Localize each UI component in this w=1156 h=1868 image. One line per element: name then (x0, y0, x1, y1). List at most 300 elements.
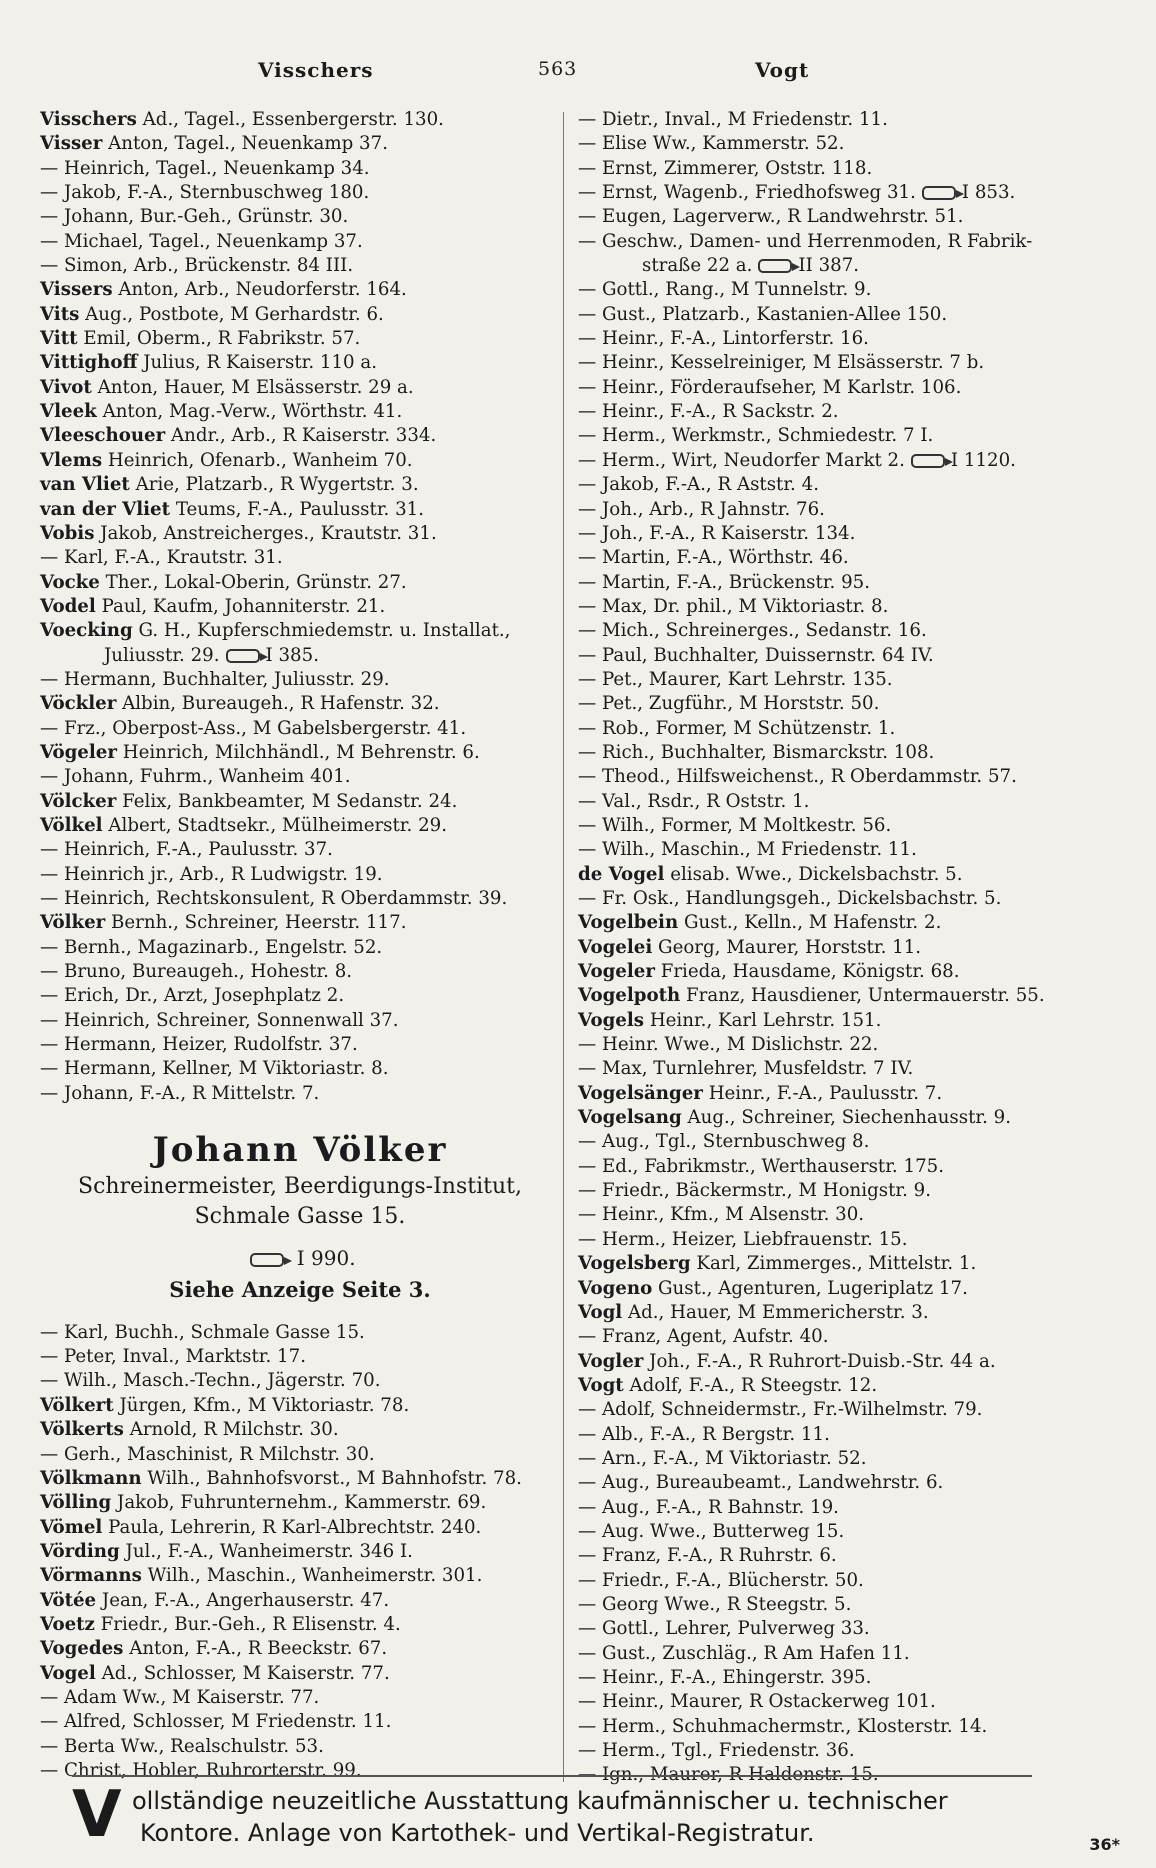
entry-details: Arnold, R Milchstr. 30. (129, 1419, 339, 1441)
entry-details: — Ernst, Zimmerer, Oststr. 118. (578, 157, 873, 179)
entry-surname: Vlems (40, 449, 103, 471)
advertisement (40, 1106, 560, 1321)
entry-details: — Heinr., Förderaufseher, M Karlstr. 106. (578, 376, 962, 398)
directory-entry (578, 1666, 1118, 1690)
right-entries (578, 108, 1118, 1788)
page-number: 563 (538, 58, 578, 80)
entry-details: — Karl, Buchh., Schmale Gasse 15. (40, 1321, 365, 1343)
directory-entry (40, 1637, 560, 1661)
entry-phone-number: II 387. (798, 255, 860, 277)
entry-details: — Hermann, Heizer, Rudolfstr. 37. (40, 1034, 358, 1056)
directory-entry (578, 1228, 1118, 1252)
entry-surname: Vörmanns (40, 1565, 142, 1587)
entry-details: — Heinr., Maurer, R Ostackerweg 101. (578, 1691, 936, 1713)
entry-details: — Gerh., Maschinist, R Milchstr. 30. (40, 1443, 375, 1465)
directory-entry (40, 230, 560, 254)
directory-entry (578, 1179, 1118, 1203)
directory-entry (40, 546, 560, 570)
directory-entry (578, 449, 1118, 473)
entry-surname: Vogelpoth (578, 985, 681, 1007)
entry-surname: Vogeno (578, 1277, 653, 1299)
directory-entry (578, 1301, 1118, 1325)
entry-details: Wilh., Maschin., Wanheimerstr. 301. (147, 1565, 483, 1587)
entry-details: — Herm., Tgl., Friedenstr. 36. (578, 1740, 855, 1762)
directory-entry (578, 1155, 1118, 1179)
entry-details: — Franz, F.-A., R Ruhrstr. 6. (578, 1545, 837, 1567)
directory-entry (578, 790, 1118, 814)
directory-entry (40, 1033, 560, 1057)
directory-entry (578, 1593, 1118, 1617)
entry-details: elisab. Wwe., Dickelsbachstr. 5. (670, 863, 963, 885)
entry-details: Anton, Hauer, M Elsässerstr. 29 a. (97, 376, 414, 398)
directory-entry (40, 303, 560, 327)
directory-entry (578, 230, 1118, 254)
directory-entry (578, 1398, 1118, 1422)
entry-details: Jürgen, Kfm., M Viktoriastr. 78. (119, 1394, 410, 1416)
directory-entry (578, 1374, 1118, 1398)
left-entries-after (40, 1321, 560, 1784)
entry-surname: Visschers (40, 109, 137, 130)
directory-entry (578, 1203, 1118, 1227)
directory-entry (578, 717, 1118, 741)
directory-entry (40, 741, 560, 765)
directory-entry (578, 1520, 1118, 1544)
entry-surname: Vogl (578, 1301, 623, 1323)
entry-details: — Aug., F.-A., R Bahnstr. 19. (578, 1496, 839, 1518)
directory-entry (578, 1106, 1118, 1130)
directory-entry (40, 1418, 560, 1442)
entry-details: — Heinrich, F.-A., Paulusstr. 37. (40, 839, 333, 861)
directory-entry (578, 1009, 1118, 1033)
telephone-icon (922, 186, 956, 200)
directory-entry (40, 1467, 560, 1491)
entry-details: Anton, Arb., Neudorferstr. 164. (118, 279, 407, 301)
entry-details: — Martin, F.-A., Brückenstr. 95. (578, 571, 871, 593)
entry-details: — Gottl., Lehrer, Pulverweg 33. (578, 1618, 870, 1640)
header-left-keyword: Visschers (258, 58, 374, 82)
entry-details: — Geschw., Damen- und Herrenmoden, R Fabrik- (578, 230, 1033, 252)
entry-surname: Vocke (40, 571, 100, 593)
directory-entry (578, 984, 1118, 1008)
entry-details: Franz, Hausdiener, Untermauerstr. 55. (686, 985, 1045, 1007)
entry-details: Juliusstr. 29. (104, 644, 220, 666)
footer-banner (72, 1775, 1032, 1852)
entry-details: — Rob., Former, M Schützenstr. 1. (578, 717, 896, 739)
directory-entry (40, 424, 560, 448)
directory-entry (40, 936, 560, 960)
entry-surname: Voecking (40, 620, 133, 642)
entry-details: Aug., Postbote, M Gerhardstr. 6. (85, 303, 384, 325)
entry-details: — Aug., Tgl., Sternbuschweg 8. (578, 1131, 870, 1153)
directory-entry (578, 254, 1118, 278)
directory-entry (578, 1544, 1118, 1568)
entry-details: — Peter, Inval., Marktstr. 17. (40, 1346, 306, 1368)
directory-entry (40, 1321, 560, 1345)
entry-surname: Völker (40, 912, 106, 934)
directory-entry (40, 619, 560, 643)
entry-details: Gust., Kelln., M Hafenstr. 2. (684, 912, 942, 934)
entry-surname: Völling (40, 1492, 112, 1514)
entry-details: — Dietr., Inval., M Friedenstr. 11. (578, 109, 888, 130)
directory-entry (40, 1710, 560, 1734)
entry-details: — Heinrich, Rechtskonsulent, R Oberdammstr. 39. (40, 888, 508, 909)
directory-entry (578, 1350, 1118, 1374)
directory-entry (40, 960, 560, 984)
entry-details: — Herm., Werkmstr., Schmiedestr. 7 I. (578, 425, 934, 447)
entry-details: — Joh., Arb., R Jahnstr. 76. (578, 498, 825, 520)
directory-entry (578, 571, 1118, 595)
entry-details: — Alb., F.-A., R Bergstr. 11. (578, 1423, 830, 1445)
entry-details: Ad., Hauer, M Emmericherstr. 3. (628, 1301, 929, 1323)
directory-entry (40, 595, 560, 619)
entry-details: — Heinrich, Schreiner, Sonnenwall 37. (40, 1009, 399, 1031)
entry-details: — Pet., Maurer, Kart Lehrstr. 135. (578, 668, 893, 690)
entry-surname: Vömel (40, 1516, 103, 1538)
directory-entry (578, 863, 1118, 887)
directory-entry (40, 1589, 560, 1613)
directory-entry (578, 205, 1118, 229)
directory-entry (40, 108, 560, 132)
entry-details: — Frz., Oberpost-Ass., M Gabelsbergerstr. 41. (40, 717, 467, 739)
entry-details: — Bernh., Magazinarb., Engelstr. 52. (40, 936, 383, 958)
sheet-mark: 36* (1089, 1835, 1120, 1854)
entry-details: — Jakob, F.-A., R Aststr. 4. (578, 474, 819, 496)
directory-entry (578, 1496, 1118, 1520)
entry-surname: Vogelsänger (578, 1082, 703, 1104)
entry-details: Wilh., Bahnhofsvorst., M Bahnhofstr. 78. (147, 1467, 522, 1489)
right-column (578, 108, 1118, 1788)
entry-details: Friedr., Bur.-Geh., R Elisenstr. 4. (100, 1613, 401, 1635)
entry-details: straße 22 a. (642, 255, 753, 277)
entry-details: — Pet., Zugführ., M Horststr. 50. (578, 693, 880, 715)
entry-details: Anton, Mag.-Verw., Wörthstr. 41. (102, 401, 403, 423)
directory-entry (40, 1735, 560, 1759)
directory-entry (40, 1686, 560, 1710)
directory-entry (40, 1443, 560, 1467)
directory-entry (578, 327, 1118, 351)
entry-surname: Vleek (40, 401, 97, 423)
entry-details: — Adolf, Schneidermstr., Fr.-Wilhelmstr. 79. (578, 1399, 983, 1421)
entry-details: — Karl, F.-A., Krautstr. 31. (40, 547, 283, 569)
entry-details: — Elise Ww., Kammerstr. 52. (578, 133, 845, 155)
entry-phone-number: I 385. (265, 644, 319, 666)
directory-entry (40, 400, 560, 424)
advert-line-1: Schreinermeister, Beerdigungs-Institut, (78, 1174, 522, 1200)
directory-entry (578, 498, 1118, 522)
entry-details: Teums, F.-A., Paulusstr. 31. (175, 498, 425, 520)
advert-title: Johann Völker (152, 1130, 448, 1171)
directory-entry (40, 863, 560, 887)
banner-initial: V (72, 1778, 122, 1852)
directory-entry (40, 644, 560, 668)
entry-surname: Vörding (40, 1540, 120, 1562)
entry-details: — Heinr., F.-A., R Sackstr. 2. (578, 401, 839, 423)
entry-details: Julius, R Kaiserstr. 110 a. (143, 352, 377, 374)
left-column (40, 108, 560, 1783)
entry-details: Heinrich, Ofenarb., Wanheim 70. (107, 449, 413, 471)
entry-surname: van Vliet (40, 474, 130, 496)
entry-details: Aug., Schreiner, Siechenhausstr. 9. (687, 1107, 1012, 1129)
directory-entry (578, 936, 1118, 960)
entry-details: Gust., Agenturen, Lugeriplatz 17. (658, 1277, 968, 1299)
entry-surname: Voetz (40, 1613, 95, 1635)
directory-entry (578, 1447, 1118, 1471)
directory-entry (578, 765, 1118, 789)
entry-details: — Gottl., Rang., M Tunnelstr. 9. (578, 279, 872, 301)
entry-details: Ad., Tagel., Essenbergerstr. 130. (142, 109, 444, 130)
directory-entry (578, 960, 1118, 984)
directory-entry (578, 1642, 1118, 1666)
entry-details: Jean, F.-A., Angerhauserstr. 47. (101, 1589, 390, 1611)
directory-entry (40, 790, 560, 814)
entry-surname: Vöckler (40, 693, 117, 715)
entry-details: — Max, Dr. phil., M Viktoriastr. 8. (578, 595, 889, 617)
entry-surname: Vissers (40, 279, 113, 301)
entry-details: Albin, Bureaugeh., R Hafenstr. 32. (122, 693, 440, 715)
directory-entry (40, 132, 560, 156)
entry-details: — Aug. Wwe., Butterweg 15. (578, 1520, 845, 1542)
directory-entry (578, 814, 1118, 838)
entry-details: — Friedr., F.-A., Blücherstr. 50. (578, 1569, 864, 1591)
entry-details: — Heinrich jr., Arb., R Ludwigstr. 19. (40, 863, 383, 885)
directory-entry (578, 1252, 1118, 1276)
entry-details: Joh., F.-A., R Ruhrort-Duisb.-Str. 44 a. (649, 1350, 996, 1372)
entry-surname: Vögeler (40, 741, 117, 763)
entry-surname: Vivot (40, 376, 92, 398)
entry-surname: Visser (40, 133, 103, 155)
directory-entry (578, 644, 1118, 668)
directory-entry (578, 278, 1118, 302)
directory-entry (578, 157, 1118, 181)
directory-entry (40, 327, 560, 351)
entry-surname: Völkert (40, 1394, 114, 1416)
directory-entry (578, 351, 1118, 375)
entry-details: Ad., Schlosser, M Kaiserstr. 77. (101, 1662, 390, 1684)
directory-entry (40, 838, 560, 862)
directory-entry (578, 595, 1118, 619)
directory-entry (40, 1516, 560, 1540)
entry-details: — Johann, Fuhrm., Wanheim 401. (40, 766, 351, 788)
entry-details: — Eugen, Lagerverw., R Landwehrstr. 51. (578, 206, 964, 228)
entry-details: Bernh., Schreiner, Heerstr. 117. (111, 912, 407, 934)
entry-details: — Friedr., Bäckermstr., M Honigstr. 9. (578, 1180, 931, 1202)
entry-surname: Vitt (40, 328, 78, 350)
entry-details: Karl, Zimmerges., Mittelstr. 1. (696, 1253, 977, 1275)
left-entries (40, 108, 560, 1106)
entry-details: — Heinr., Kfm., M Alsenstr. 30. (578, 1204, 865, 1226)
directory-entry (578, 887, 1118, 911)
directory-entry (40, 1009, 560, 1033)
entry-details: — Mich., Schreinerges., Sedanstr. 16. (578, 620, 927, 642)
entry-surname: Völkmann (40, 1467, 142, 1489)
directory-entry (578, 1739, 1118, 1763)
entry-details: — Fr. Osk., Handlungsgeh., Dickelsbachstr. 5. (578, 888, 1002, 909)
directory-entry (578, 303, 1118, 327)
entry-details: — Erich, Dr., Arzt, Josephplatz 2. (40, 985, 345, 1007)
directory-entry (578, 668, 1118, 692)
entry-details: — Ernst, Wagenb., Friedhofsweg 31. (578, 182, 916, 204)
entry-details: — Herm., Heizer, Liebfrauenstr. 15. (578, 1228, 908, 1250)
entry-details: Heinr., Karl Lehrstr. 151. (649, 1009, 882, 1031)
directory-entry (578, 400, 1118, 424)
entry-surname: van der Vliet (40, 498, 171, 520)
directory-entry (578, 1082, 1118, 1106)
entry-details: Paul, Kaufm, Johanniterstr. 21. (101, 595, 386, 617)
directory-entry (578, 692, 1118, 716)
entry-surname: Vogler (578, 1350, 644, 1372)
directory-entry (578, 522, 1118, 546)
advert-line-2: Schmale Gasse 15. (194, 1204, 406, 1230)
entry-surname: Völkerts (40, 1419, 124, 1441)
entry-details: — Rich., Buchhalter, Bismarckstr. 108. (578, 741, 935, 763)
entry-details: — Wilh., Former, M Moltkestr. 56. (578, 814, 892, 836)
directory-entry (40, 1394, 560, 1418)
directory-entry (40, 1662, 560, 1686)
entry-details: — Simon, Arb., Brückenstr. 84 III. (40, 255, 354, 277)
directory-entry (40, 1057, 560, 1081)
entry-details: — Gust., Platzarb., Kastanien-Allee 150. (578, 303, 948, 325)
entry-details: — Max, Turnlehrer, Musfeldstr. 7 IV. (578, 1058, 914, 1080)
directory-entry (578, 1423, 1118, 1447)
directory-entry (578, 1325, 1118, 1349)
directory-entry (578, 1690, 1118, 1714)
directory-entry (578, 376, 1118, 400)
directory-entry (40, 1540, 560, 1564)
entry-details: Albert, Stadtsekr., Mülheimerstr. 29. (108, 814, 447, 836)
entry-surname: de Vogel (578, 863, 665, 885)
entry-details: — Berta Ww., Realschulstr. 53. (40, 1735, 324, 1757)
directory-entry (40, 254, 560, 278)
directory-entry (40, 692, 560, 716)
entry-details: — Heinr. Wwe., M Dislichstr. 22. (578, 1034, 879, 1056)
directory-entry (578, 473, 1118, 497)
entry-surname: Völkel (40, 814, 103, 836)
directory-entry (578, 1033, 1118, 1057)
entry-details: — Franz, Agent, Aufstr. 40. (578, 1326, 829, 1348)
directory-entry (578, 1277, 1118, 1301)
directory-entry (578, 546, 1118, 570)
directory-entry (578, 838, 1118, 862)
directory-entry (40, 765, 560, 789)
directory-entry (578, 132, 1118, 156)
entry-details: — Christ, Hobler, Ruhrorterstr. 99. (40, 1759, 362, 1781)
entry-details: — Arn., F.-A., M Viktoriastr. 52. (578, 1447, 867, 1469)
telephone-icon (758, 259, 792, 273)
telephone-icon (250, 1253, 284, 1267)
directory-entry (578, 1471, 1118, 1495)
entry-phone-number: I 1120. (950, 449, 1016, 471)
directory-entry (40, 1491, 560, 1515)
directory-entry (40, 1345, 560, 1369)
entry-details: — Paul, Buchhalter, Duissernstr. 64 IV. (578, 644, 934, 666)
entry-details: — Martin, F.-A., Wörthstr. 46. (578, 547, 849, 569)
entry-details: — Heinr., Kesselreiniger, M Elsässerstr. 7 b. (578, 352, 985, 374)
directory-entry (578, 1715, 1118, 1739)
entry-details: Felix, Bankbeamter, M Sedanstr. 24. (122, 790, 458, 812)
entry-surname: Vodel (40, 595, 96, 617)
directory-entry (40, 984, 560, 1008)
entry-details: — Heinr., F.-A., Lintorferstr. 16. (578, 328, 869, 350)
directory-entry (40, 376, 560, 400)
entry-surname: Vogt (578, 1374, 624, 1396)
directory-entry (578, 619, 1118, 643)
entry-details: — Wilh., Masch.-Techn., Jägerstr. 70. (40, 1370, 381, 1392)
entry-details: Georg, Maurer, Horststr. 11. (658, 936, 922, 958)
entry-surname: Vittighoff (40, 352, 138, 374)
directory-entry (40, 278, 560, 302)
directory-entry (40, 1082, 560, 1106)
entry-details: — Heinrich, Tagel., Neuenkamp 34. (40, 157, 370, 179)
entry-details: Heinrich, Milchhändl., M Behrenstr. 6. (122, 741, 480, 763)
directory-entry (578, 1617, 1118, 1641)
entry-surname: Vogelsang (578, 1107, 682, 1129)
entry-details: Jakob, Anstreicherges., Krautstr. 31. (100, 522, 437, 544)
entry-surname: Vogelei (578, 936, 653, 958)
directory-entry (40, 717, 560, 741)
directory-entry (578, 1569, 1118, 1593)
directory-entry (40, 473, 560, 497)
advert-phone (40, 1246, 560, 1270)
entry-details: — Heinr., F.-A., Ehingerstr. 395. (578, 1667, 872, 1688)
entry-details: — Herm., Wirt, Neudorfer Markt 2. (578, 449, 905, 471)
directory-entry (40, 571, 560, 595)
directory-entry (40, 887, 560, 911)
entry-details: Paula, Lehrerin, R Karl-Albrechtstr. 240. (108, 1516, 482, 1538)
directory-entry (578, 911, 1118, 935)
entry-details: Adolf, F.-A., R Steegstr. 12. (629, 1374, 878, 1396)
entry-details: — Herm., Schuhmachermstr., Klosterstr. 14. (578, 1715, 988, 1737)
entry-phone-number: I 853. (961, 182, 1016, 204)
entry-details: — Hermann, Kellner, M Viktoriastr. 8. (40, 1058, 389, 1080)
entry-details: — Michael, Tagel., Neuenkamp 37. (40, 230, 363, 252)
directory-entry (40, 181, 560, 205)
entry-details: Anton, Tagel., Neuenkamp 37. (108, 133, 388, 155)
entry-details: G. H., Kupferschmiedemstr. u. Installat., (138, 620, 511, 642)
entry-details: — Aug., Bureaubeamt., Landwehrstr. 6. (578, 1472, 944, 1494)
entry-details: — Alfred, Schlosser, M Friedenstr. 11. (40, 1711, 392, 1733)
entry-details: — Adam Ww., M Kaiserstr. 77. (40, 1686, 320, 1708)
entry-details: — Hermann, Buchhalter, Juliusstr. 29. (40, 668, 390, 690)
entry-details: Anton, F.-A., R Beeckstr. 67. (129, 1638, 388, 1660)
entry-details: — Gust., Zuschläg., R Am Hafen 11. (578, 1642, 910, 1664)
entry-details: — Joh., F.-A., R Kaiserstr. 134. (578, 522, 856, 544)
entry-details: — Ign., Maurer, R Haldenstr. 15. (578, 1764, 879, 1786)
column-divider (563, 112, 564, 1782)
entry-details: — Wilh., Maschin., M Friedenstr. 11. (578, 839, 917, 861)
advert-reference: Siehe Anzeige Seite 3. (169, 1277, 431, 1303)
directory-entry (40, 668, 560, 692)
telephone-icon (911, 454, 945, 468)
entry-details: — Ed., Fabrikmstr., Werthauserstr. 175. (578, 1155, 944, 1177)
entry-details: Frieda, Hausdame, Königstr. 68. (660, 961, 960, 983)
entry-details: — Theod., Hilfsweichenst., R Oberdammstr. 57. (578, 766, 1017, 788)
directory-entry (40, 498, 560, 522)
entry-surname: Vogelsberg (578, 1253, 691, 1275)
directory-entry (40, 157, 560, 181)
entry-details: Heinr., F.-A., Paulusstr. 7. (708, 1082, 943, 1104)
directory-entry (40, 1369, 560, 1393)
entry-details: Andr., Arb., R Kaiserstr. 334. (171, 425, 437, 447)
telephone-icon (226, 649, 260, 663)
entry-surname: Vits (40, 303, 80, 325)
entry-details: Emil, Oberm., R Fabrikstr. 57. (83, 328, 361, 350)
directory-entry (578, 741, 1118, 765)
entry-surname: Vötée (40, 1589, 97, 1611)
entry-details: Jakob, Fuhrunternehm., Kammerstr. 69. (117, 1492, 487, 1514)
entry-details: — Georg Wwe., R Steegstr. 5. (578, 1593, 852, 1615)
entry-details: Arie, Platzarb., R Wygertstr. 3. (135, 474, 419, 496)
entry-surname: Vogeler (578, 961, 655, 983)
